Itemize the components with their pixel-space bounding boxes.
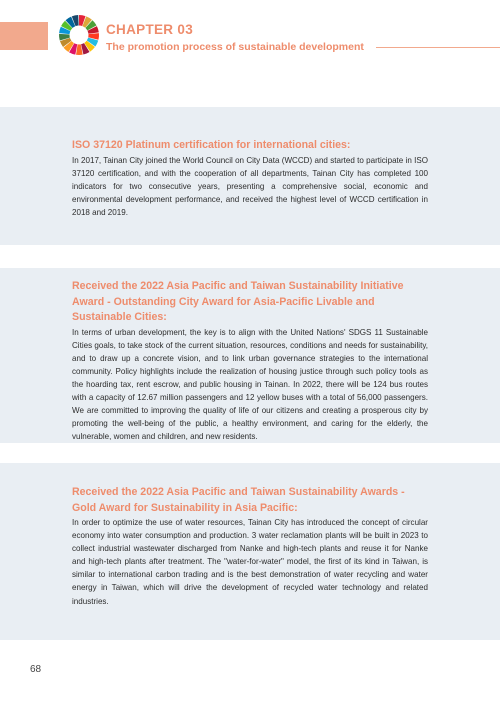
header-rule [376,47,500,48]
section-body: In 2017, Tainan City joined the World Council on City Data (WCCD) and started to participate in ISO 37120 certification, and with the cooperation of all departments, Tainan City has completed 100 indicators for two consecutive years, presenting a comprehensive social, economic and environmental development performance, and received the highest level of WCCD certification in 2018 and 2019. [72,155,428,217]
sdg-wheel-icon [58,14,100,56]
page-number: 68 [30,664,42,675]
section-livable-city-award [0,268,500,443]
section-body: In order to optimize the use of water resources, Tainan City has introduced the concept of circular economy into water consumption and production. 3 water reclamation plants will be built in 2023 to collect industrial wastewater discharged from Nanke and high-tech plants and reuse it for Nanke and high-tech plants after treatment. The "water-for-water" model, the first of its kind in Taiwan, is similar to international carbon trading and is the best demonstration of water recycling and water energy in Taiwan, which will drive the development of recycled water technology and related industries. [72,518,428,606]
chapter-title: The promotion process of sustainable development [106,41,364,53]
section-gold-award [0,463,500,640]
section-heading: Received the 2022 Asia Pacific and Taiwan Sustainability Initiative Award - Outstanding City Award for Asia-Pacific Livable and Sustainable Cities: [72,280,404,323]
chapter-label: CHAPTER 03 [106,22,194,37]
section-heading: Received the 2022 Asia Pacific and Taiwan Sustainability Awards - Gold Award for Sustainability in Asia Pacific: [72,486,405,514]
section-body: In terms of urban development, the key is to align with the United Nations' SDGS 11 Sustainable Cities goals, to take stock of the current situation, resources, conditions and needs for sustainability, and to draw up a concrete vision, and to link urban governance strategies to the international community. Policy highlights include the realization of housing justice through such policy tools as the hoarding tax, rent escrow, and public housing in Tainan. In 2022, there will be 124 bus routes with a capacity of 12.67 million passengers and 12 yellow buses with a total of 56,000 passengers. We are committed to improving the quality of life of our citizens and creating a prosperous city by promoting the well-being of the public, a healthy environment, and caring for the elderly, the vulnerable, women and children, and new residents. [72,327,428,442]
section-heading: ISO 37120 Platinum certification for international cities: [72,139,351,151]
section-iso-37120 [0,107,500,245]
header-accent-bar [0,22,48,50]
